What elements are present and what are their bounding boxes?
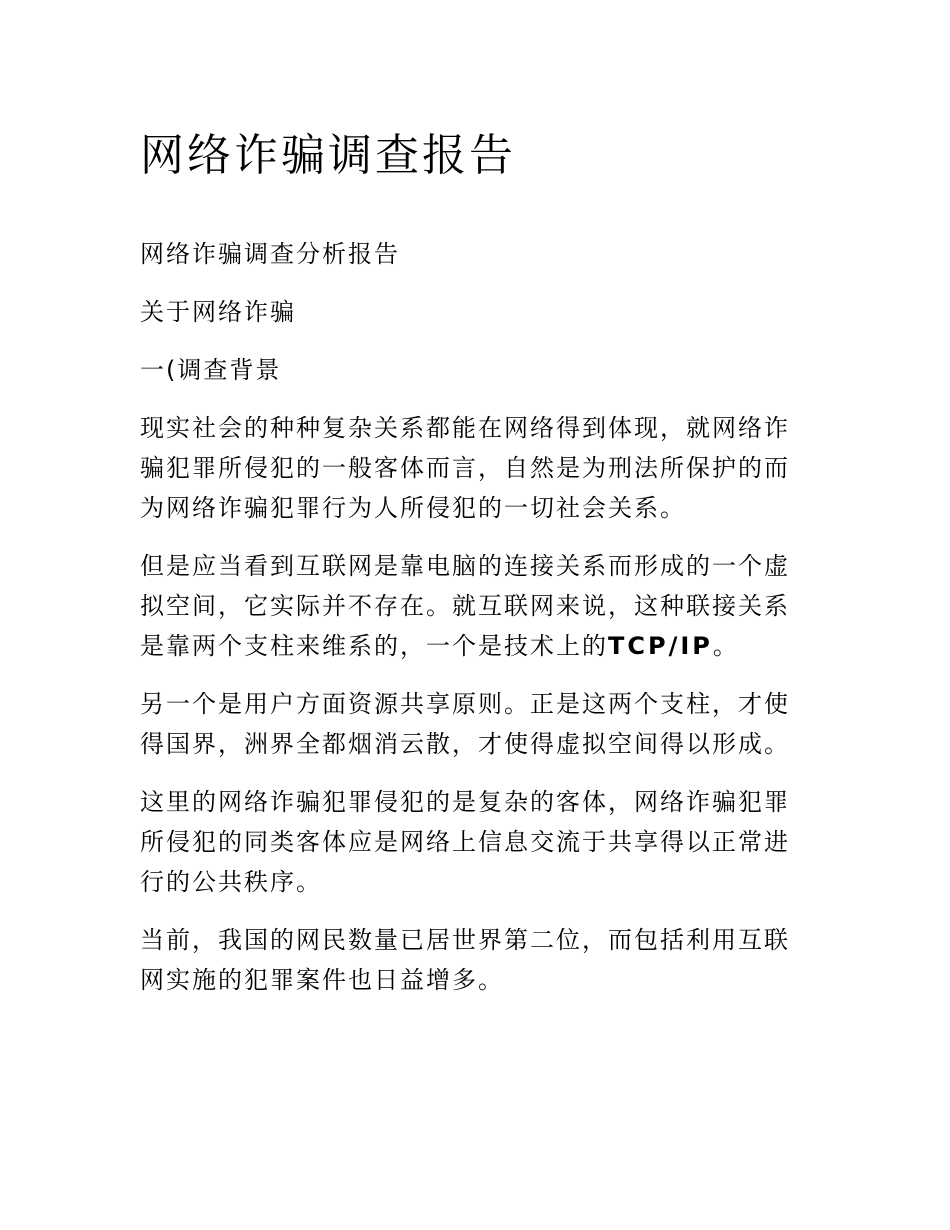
tcp-ip-term: TCP/IP bbox=[608, 632, 713, 660]
document-title: 网络诈骗调查报告 bbox=[140, 130, 516, 181]
paragraph-2-end: 。 bbox=[712, 632, 739, 660]
section-heading: 一(调查背景 bbox=[140, 356, 282, 384]
paragraph-1: 现实社会的种种复杂关系都能在网络得到体现，就网络诈骗犯罪所侵犯的一般客体而言，自然是为刑法所保护的而为网络诈骗犯罪行为人所侵犯的一切社会关系。 bbox=[140, 414, 790, 522]
paragraph-2 bbox=[140, 546, 790, 666]
paragraph-3: 另一个是用户方面资源共享原则。正是这两个支柱，才使得国界，洲界全都烟消云散，才使得虚拟空间得以形成。 bbox=[140, 690, 790, 758]
document-page bbox=[140, 128, 790, 1018]
paragraph-4: 这里的网络诈骗犯罪侵犯的是复杂的客体，网络诈骗犯罪所侵犯的同类客体应是网络上信息交流于共享得以正常进行的公共秩序。 bbox=[140, 788, 790, 896]
paragraph-2-text: 但是应当看到互联网是靠电脑的连接关系而形成的一个虚拟空间，它实际并不存在。就互联网来说，这种联接关系是靠两个支柱来维系的，一个是技术上的 bbox=[140, 552, 790, 660]
paragraph-5: 当前，我国的网民数量已居世界第二位，而包括利用互联网实施的犯罪案件也日益增多。 bbox=[140, 926, 790, 994]
report-topic: 关于网络诈骗 bbox=[140, 298, 296, 326]
report-subtitle: 网络诈骗调查分析报告 bbox=[140, 240, 400, 268]
